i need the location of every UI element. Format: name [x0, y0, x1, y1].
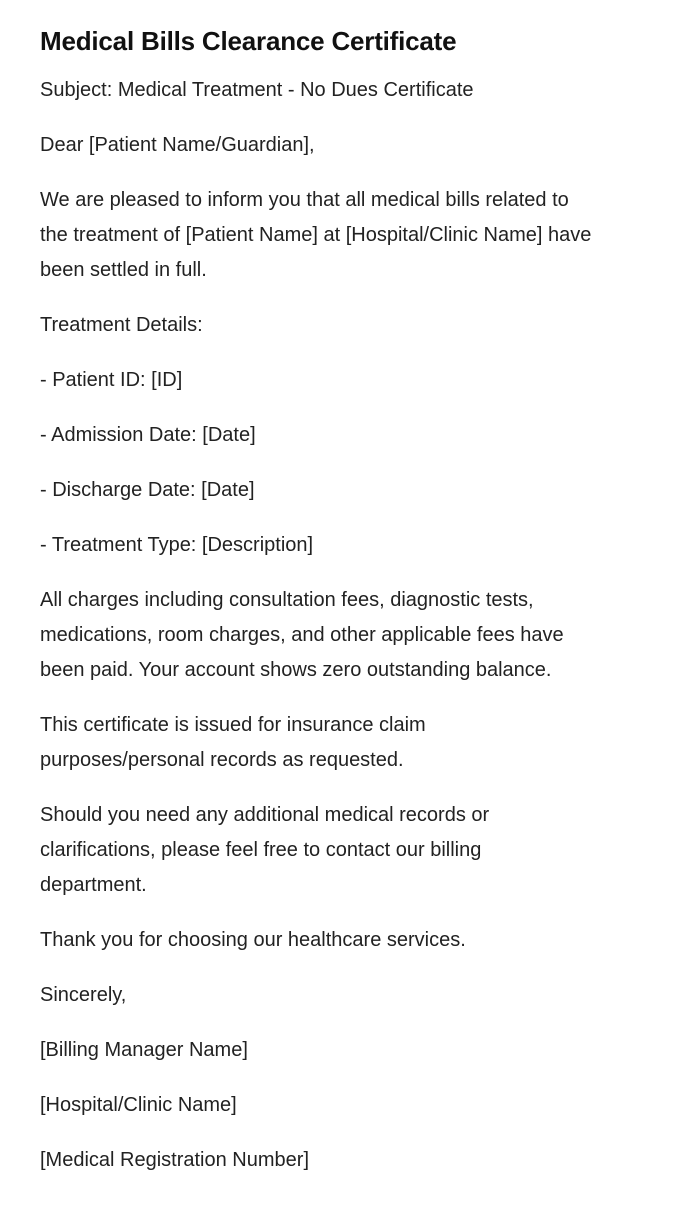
salutation: Dear [Patient Name/Guardian], [40, 134, 315, 156]
signature-name: [Billing Manager Name] [40, 1039, 248, 1061]
signature-registration: [Medical Registration Number] [40, 1149, 309, 1171]
subject-line: Subject: Medical Treatment - No Dues Certificate [40, 79, 474, 101]
contact-line: Should you need any additional medical records or [40, 804, 490, 826]
charges-line: been paid. Your account shows zero outstanding balance. [40, 659, 552, 681]
contact-line: clarifications, please feel free to contact our billing [40, 839, 482, 861]
detail-patient-id: - Patient ID: [ID] [40, 369, 183, 391]
purpose-line: This certificate is issued for insurance claim [40, 714, 426, 736]
intro-line: been settled in full. [40, 259, 207, 281]
treatment-details-heading: Treatment Details: [40, 314, 203, 336]
intro-line: We are pleased to inform you that all medical bills related to [40, 189, 569, 211]
charges-line: medications, room charges, and other applicable fees have [40, 624, 564, 646]
closing-line: Sincerely, [40, 984, 127, 1006]
charges-paragraph [40, 583, 660, 688]
signature-organization: [Hospital/Clinic Name] [40, 1094, 237, 1116]
intro-line: the treatment of [Patient Name] at [Hospital/Clinic Name] have [40, 224, 592, 246]
charges-line: All charges including consultation fees, diagnostic tests, [40, 589, 534, 611]
detail-discharge-date: - Discharge Date: [Date] [40, 479, 255, 501]
purpose-paragraph [40, 708, 660, 778]
contact-line: department. [40, 874, 147, 896]
intro-paragraph [40, 183, 660, 288]
thanks-line: Thank you for choosing our healthcare services. [40, 929, 466, 951]
contact-paragraph [40, 798, 660, 903]
purpose-line: purposes/personal records as requested. [40, 749, 404, 771]
detail-admission-date: - Admission Date: [Date] [40, 424, 256, 446]
detail-treatment-type: - Treatment Type: [Description] [40, 534, 314, 556]
document-title: Medical Bills Clearance Certificate [40, 26, 457, 56]
